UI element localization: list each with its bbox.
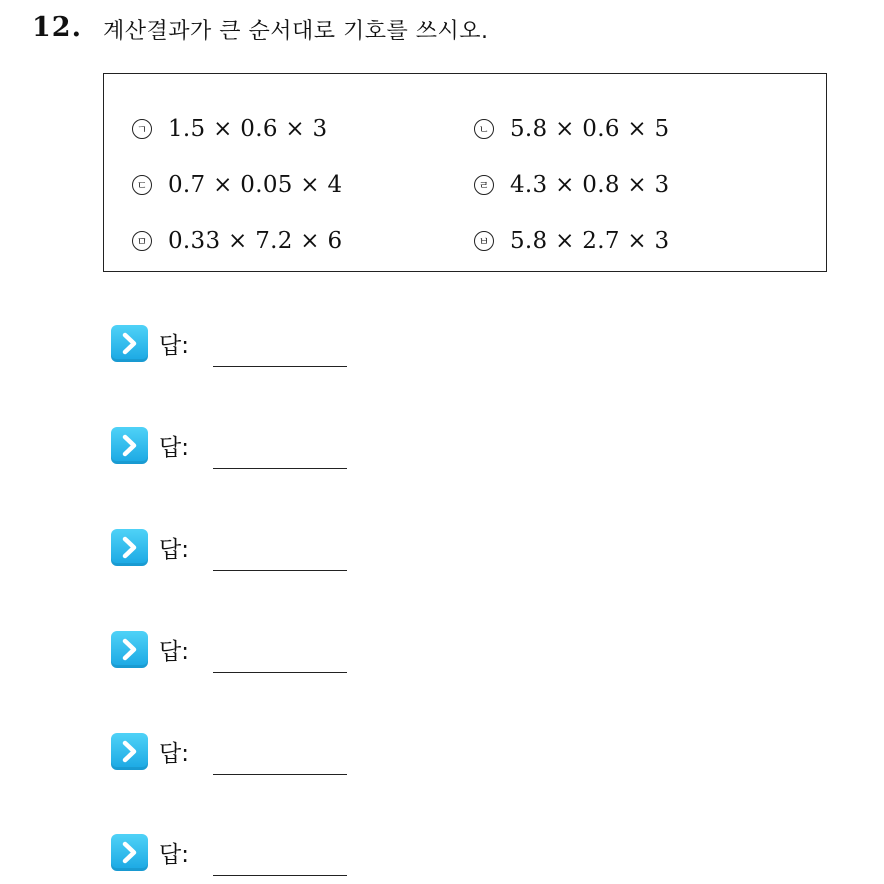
answer-blank[interactable] — [213, 672, 347, 673]
choice-mark: ㄹ — [474, 175, 494, 195]
chevron-right-icon — [111, 733, 148, 770]
chevron-right-icon — [111, 834, 148, 871]
choice-mark: ㅁ — [132, 231, 152, 251]
answer-label: 답: — [159, 741, 189, 767]
answer-blank[interactable] — [213, 570, 347, 571]
choice-item — [132, 226, 342, 256]
answer-row — [111, 325, 351, 375]
choice-item — [474, 226, 669, 256]
answer-row — [111, 834, 351, 884]
choice-expression: 1.5 × 0.6 × 3 — [168, 116, 328, 142]
answer-label: 답: — [159, 333, 189, 359]
answer-label: 답: — [159, 435, 189, 461]
answer-label: 답: — [159, 537, 189, 563]
chevron-right-icon — [111, 631, 148, 668]
choice-expression: 0.33 × 7.2 × 6 — [168, 228, 343, 254]
chevron-right-icon — [111, 325, 148, 362]
question-number: 12. — [32, 12, 82, 43]
chevron-right-icon — [111, 529, 148, 566]
chevron-right-icon — [111, 427, 148, 464]
choice-mark: ㅂ — [474, 231, 494, 251]
choice-expression: 5.8 × 2.7 × 3 — [510, 228, 670, 254]
question-text: 계산결과가 큰 순서대로 기호를 쓰시오. — [103, 19, 489, 44]
answer-blank[interactable] — [213, 468, 347, 469]
choice-expression: 5.8 × 0.6 × 5 — [510, 116, 670, 142]
answer-label: 답: — [159, 639, 189, 665]
choice-item — [132, 170, 342, 200]
answer-row — [111, 427, 351, 477]
answer-row — [111, 529, 351, 579]
answer-blank[interactable] — [213, 774, 347, 775]
choice-mark: ㄴ — [474, 119, 494, 139]
choice-expression: 4.3 × 0.8 × 3 — [510, 172, 670, 198]
answer-blank[interactable] — [213, 366, 347, 367]
answer-row — [111, 631, 351, 681]
choice-mark: ㄱ — [132, 119, 152, 139]
choice-expression: 0.7 × 0.05 × 4 — [168, 172, 343, 198]
choice-item — [474, 114, 669, 144]
choice-item — [132, 114, 327, 144]
answer-label: 답: — [159, 842, 189, 868]
choice-mark: ㄷ — [132, 175, 152, 195]
answer-blank[interactable] — [213, 875, 347, 876]
choice-item — [474, 170, 669, 200]
answer-row — [111, 733, 351, 783]
choices-box — [103, 73, 827, 272]
